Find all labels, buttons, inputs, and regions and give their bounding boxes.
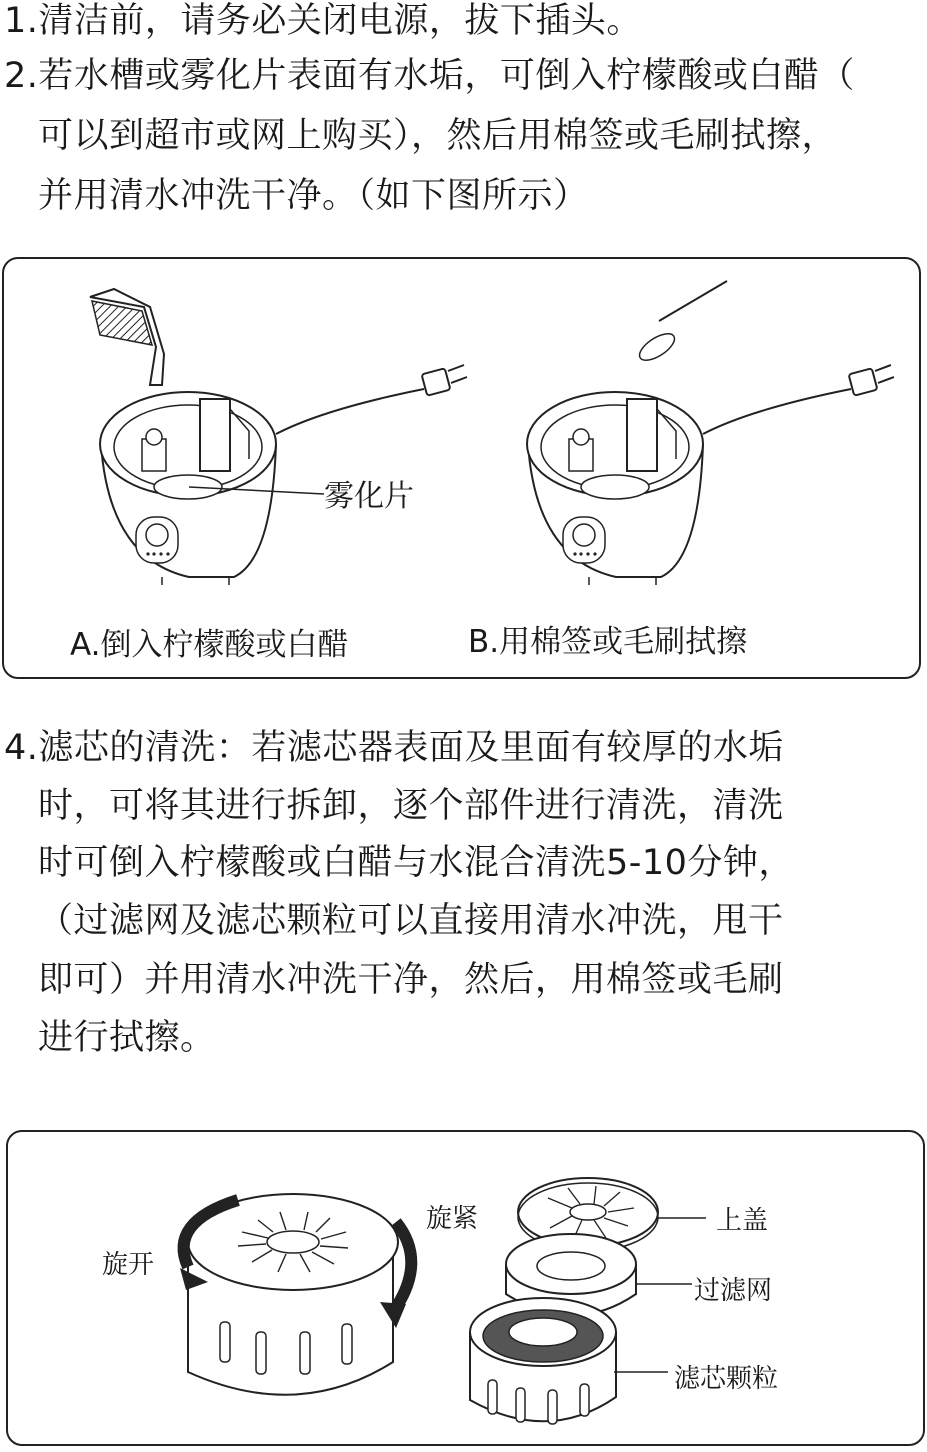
instruction-line: 进行拭擦。: [38, 1018, 216, 1058]
pouring-bottle-icon: [90, 289, 164, 385]
label-tighten: 旋紧: [426, 1204, 479, 1234]
instruction-line: 时可倒入柠檬酸或白醋与水混合清洗5-10分钟，: [38, 843, 794, 883]
instruction-line: 4.滤芯的清洗：若滤芯器表面及里面有较厚的水垢: [4, 728, 784, 768]
humidifier-illustrations: [4, 259, 923, 681]
cotton-swab-icon: [635, 281, 727, 365]
exploded-filter-illustration: [470, 1178, 706, 1424]
filter-disassembly-figure: [6, 1130, 925, 1446]
instruction-line: 时，可将其进行拆卸，逐个部件进行清洗，清洗: [38, 786, 784, 826]
caption-b: B.用棉签或毛刷拭擦: [468, 624, 748, 660]
humidifier-a-illustration: [90, 289, 467, 585]
filter-illustrations: [8, 1132, 927, 1448]
power-cord: [276, 389, 424, 434]
instruction-line: 并用清水冲洗干净。（如下图所示）: [38, 176, 589, 216]
power-plug-icon: [422, 365, 467, 396]
label-filter-particles: 滤芯颗粒: [674, 1364, 779, 1394]
humidifier-cleaning-figure: [2, 257, 921, 679]
instruction-line: （过滤网及滤芯颗粒可以直接用清水冲洗，甩干: [38, 901, 784, 941]
label-filter-mesh: 过滤网: [694, 1276, 773, 1306]
humidifier-b-illustration: [527, 281, 894, 585]
caption-a: A.倒入柠檬酸或白醋: [70, 627, 349, 663]
water-tank-partition: [200, 399, 230, 471]
assembled-filter-illustration: [180, 1194, 411, 1395]
instruction-line: 即可）并用清水冲洗干净，然后，用棉签或毛刷: [38, 960, 784, 1000]
instruction-line: 可以到超市或网上购买），然后用棉签或毛刷拭擦，: [38, 116, 838, 156]
label-top-cover: 上盖: [716, 1206, 769, 1236]
instruction-line: 2.若水槽或雾化片表面有水垢，可倒入柠檬酸或白醋（: [4, 56, 855, 96]
label-open: 旋开: [102, 1250, 155, 1280]
atomizer-callout-label: 雾化片: [324, 479, 414, 514]
instruction-line: 1.清洁前，请务必关闭电源，拔下插头。: [4, 1, 642, 41]
